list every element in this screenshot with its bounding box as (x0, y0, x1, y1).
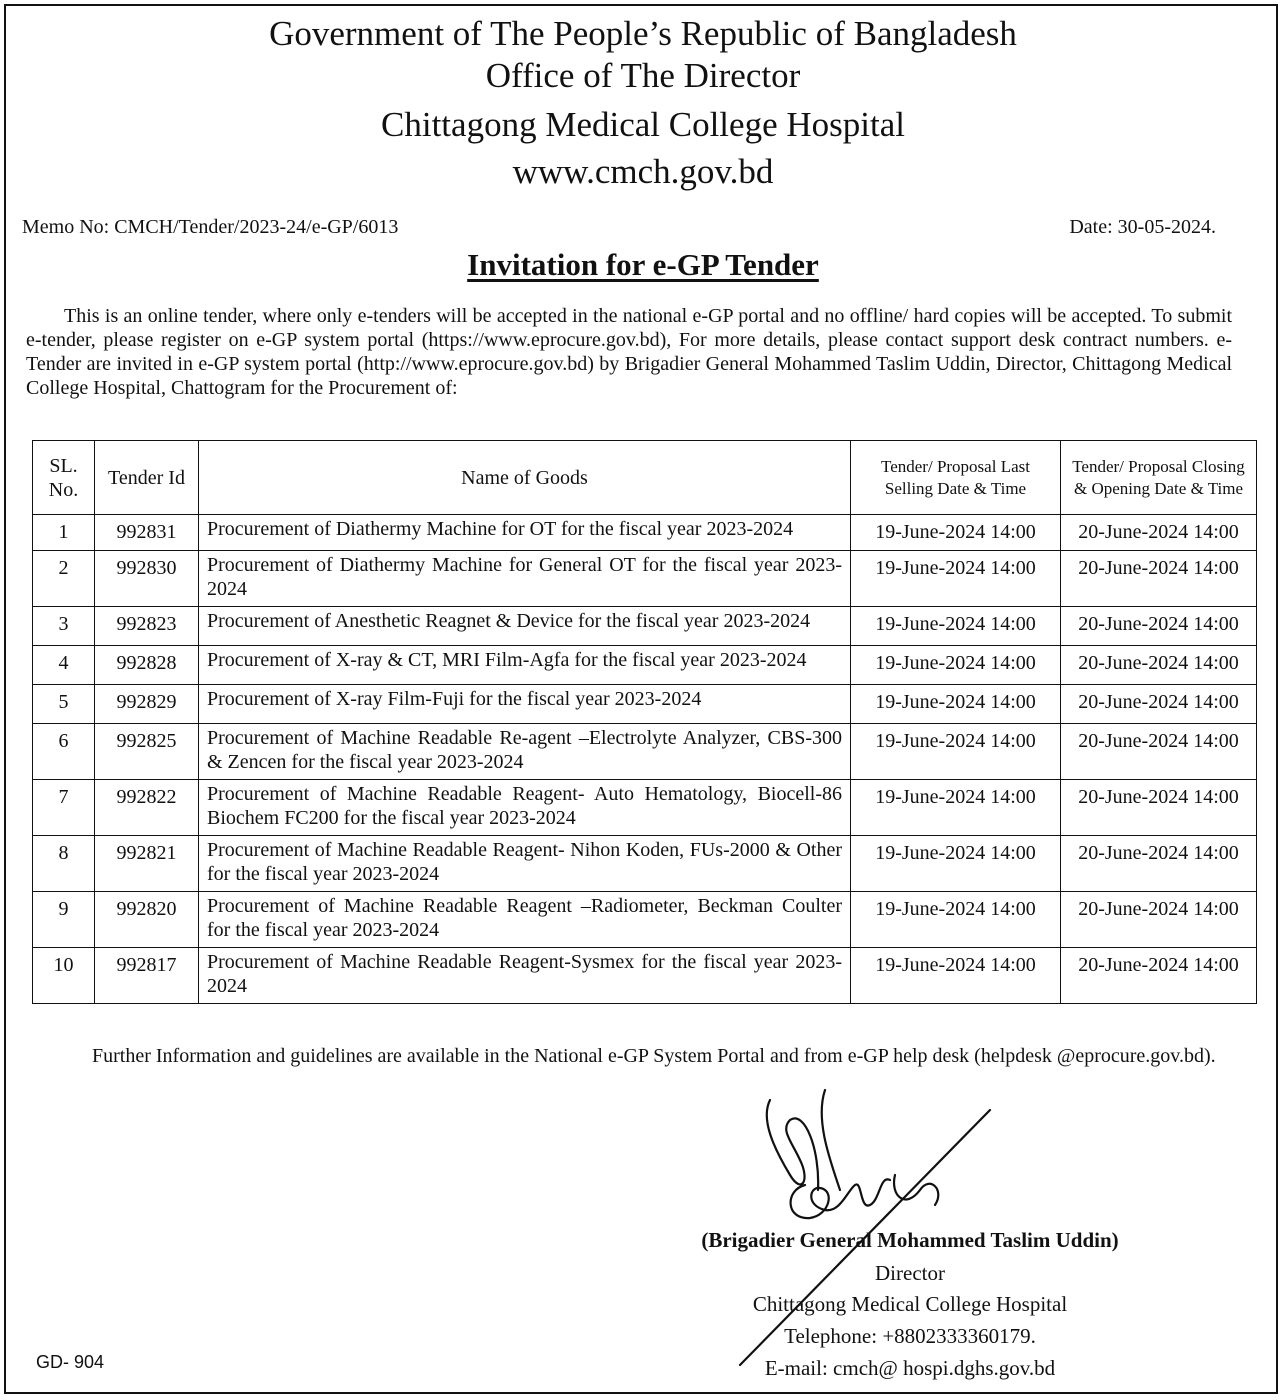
table-row (33, 551, 1257, 607)
cell-goods: Procurement of Machine Readable Reagent- Nihon Koden, FUs-2000 & Other for the fiscal year 2023-2024 (199, 836, 851, 892)
signatory-email: E-mail: cmch@ hospi.dghs.gov.bd (764, 1356, 1056, 1380)
cell-tender-id: 992830 (95, 551, 199, 607)
letterhead-government: Government of The People’s Republic of Bangladesh (269, 14, 1017, 53)
cell-closing-date: 20-June-2024 14:00 (1061, 948, 1257, 1004)
cell-goods: Procurement of Diathermy Machine for General OT for the fiscal year 2023-2024 (199, 551, 851, 607)
table-row (33, 685, 1257, 724)
cell-sl: 10 (33, 948, 95, 1004)
cell-sl: 2 (33, 551, 95, 607)
cell-tender-id: 992821 (95, 836, 199, 892)
signatory-designation: Director (875, 1261, 945, 1285)
cell-selling-date: 19-June-2024 14:00 (851, 836, 1061, 892)
cell-closing-date: 20-June-2024 14:00 (1061, 836, 1257, 892)
cell-closing-date: 20-June-2024 14:00 (1061, 551, 1257, 607)
cell-closing-date: 20-June-2024 14:00 (1061, 780, 1257, 836)
cell-selling-date: 19-June-2024 14:00 (851, 892, 1061, 948)
further-info: Further Information and guidelines are available in the National e-GP System Portal and from e-GP help desk (helpdesk @eprocure.gov.bd). (92, 1045, 1216, 1067)
cell-goods: Procurement of X-ray Film-Fuji for the fiscal year 2023-2024 (199, 685, 851, 724)
intro-paragraph: This is an online tender, where only e-tenders will be accepted in the national e-GP portal and no offline/ hard copies will be accepted. To submit e-tender, please register on e-GP system portal (https://www.eprocure.gov.bd), For more details, please contact support desk contract numbers. e-Tender are invited in e-GP system portal (http://www.eprocure.gov.bd) by Brigadier General Mohammed Taslim Uddin, Director, Chittagong Medical College Hospital, Chattogram for the Procurement of: (26, 305, 1232, 399)
table-row (33, 515, 1257, 551)
header-goods: Name of Goods (199, 441, 851, 515)
cell-selling-date: 19-June-2024 14:00 (851, 646, 1061, 685)
page-title: Invitation for e-GP Tender (467, 247, 819, 282)
cell-closing-date: 20-June-2024 14:00 (1061, 607, 1257, 646)
cell-sl: 9 (33, 892, 95, 948)
cell-sl: 4 (33, 646, 95, 685)
cell-goods: Procurement of Machine Readable Reagent –Radiometer, Beckman Coulter for the fiscal year 2023-2024 (199, 892, 851, 948)
signatory-telephone: Telephone: +8802333360179. (784, 1324, 1036, 1348)
header-closing: Tender/ Proposal Closing & Opening Date & Time (1061, 441, 1257, 515)
cell-goods: Procurement of X-ray & CT, MRI Film-Agfa for the fiscal year 2023-2024 (199, 646, 851, 685)
form-code: GD- 904 (36, 1352, 105, 1372)
table-row (33, 836, 1257, 892)
cell-goods: Procurement of Machine Readable Reagent-Sysmex for the fiscal year 2023-2024 (199, 948, 851, 1004)
memo-date: Date: 30-05-2024. (1069, 216, 1216, 238)
table-row (33, 780, 1257, 836)
letterhead-website: www.cmch.gov.bd (512, 152, 774, 191)
cell-closing-date: 20-June-2024 14:00 (1061, 646, 1257, 685)
tender-table (32, 440, 1257, 1004)
cell-sl: 1 (33, 515, 95, 551)
cell-selling-date: 19-June-2024 14:00 (851, 551, 1061, 607)
table-row (33, 948, 1257, 1004)
cell-sl: 5 (33, 685, 95, 724)
cell-goods: Procurement of Anesthetic Reagnet & Device for the fiscal year 2023-2024 (199, 607, 851, 646)
letterhead-hospital: Chittagong Medical College Hospital (381, 105, 905, 144)
cell-tender-id: 992822 (95, 780, 199, 836)
cell-tender-id: 992817 (95, 948, 199, 1004)
header-sl: SL. No. (33, 441, 95, 515)
table-header-row (33, 441, 1257, 515)
table-row (33, 646, 1257, 685)
header-tender-id: Tender Id (95, 441, 199, 515)
cell-tender-id: 992829 (95, 685, 199, 724)
table-row (33, 607, 1257, 646)
cell-closing-date: 20-June-2024 14:00 (1061, 892, 1257, 948)
cell-goods: Procurement of Diathermy Machine for OT for the fiscal year 2023-2024 (199, 515, 851, 551)
table-row (33, 892, 1257, 948)
cell-selling-date: 19-June-2024 14:00 (851, 948, 1061, 1004)
cell-sl: 7 (33, 780, 95, 836)
cell-tender-id: 992825 (95, 724, 199, 780)
cell-goods: Procurement of Machine Readable Re-agent –Electrolyte Analyzer, CBS-300 & Zencen for the fiscal year 2023-2024 (199, 724, 851, 780)
cell-selling-date: 19-June-2024 14:00 (851, 724, 1061, 780)
cell-goods: Procurement of Machine Readable Reagent- Auto Hematology, Biocell-86 Biochem FC200 for the fiscal year 2023-2024 (199, 780, 851, 836)
cell-selling-date: 19-June-2024 14:00 (851, 685, 1061, 724)
cell-closing-date: 20-June-2024 14:00 (1061, 724, 1257, 780)
cell-selling-date: 19-June-2024 14:00 (851, 515, 1061, 551)
cell-tender-id: 992820 (95, 892, 199, 948)
letterhead-office: Office of The Director (485, 56, 801, 95)
cell-tender-id: 992831 (95, 515, 199, 551)
cell-closing-date: 20-June-2024 14:00 (1061, 515, 1257, 551)
cell-selling-date: 19-June-2024 14:00 (851, 780, 1061, 836)
signatory-office: Chittagong Medical College Hospital (752, 1292, 1068, 1316)
cell-selling-date: 19-June-2024 14:00 (851, 607, 1061, 646)
header-selling: Tender/ Proposal Last Selling Date & Time (851, 441, 1061, 515)
cell-tender-id: 992823 (95, 607, 199, 646)
memo-number: Memo No: CMCH/Tender/2023-24/e-GP/6013 (22, 216, 399, 238)
table-row (33, 724, 1257, 780)
cell-closing-date: 20-June-2024 14:00 (1061, 685, 1257, 724)
cell-tender-id: 992828 (95, 646, 199, 685)
cell-sl: 6 (33, 724, 95, 780)
signatory-name: (Brigadier General Mohammed Taslim Uddin) (701, 1228, 1119, 1252)
cell-sl: 8 (33, 836, 95, 892)
cell-sl: 3 (33, 607, 95, 646)
